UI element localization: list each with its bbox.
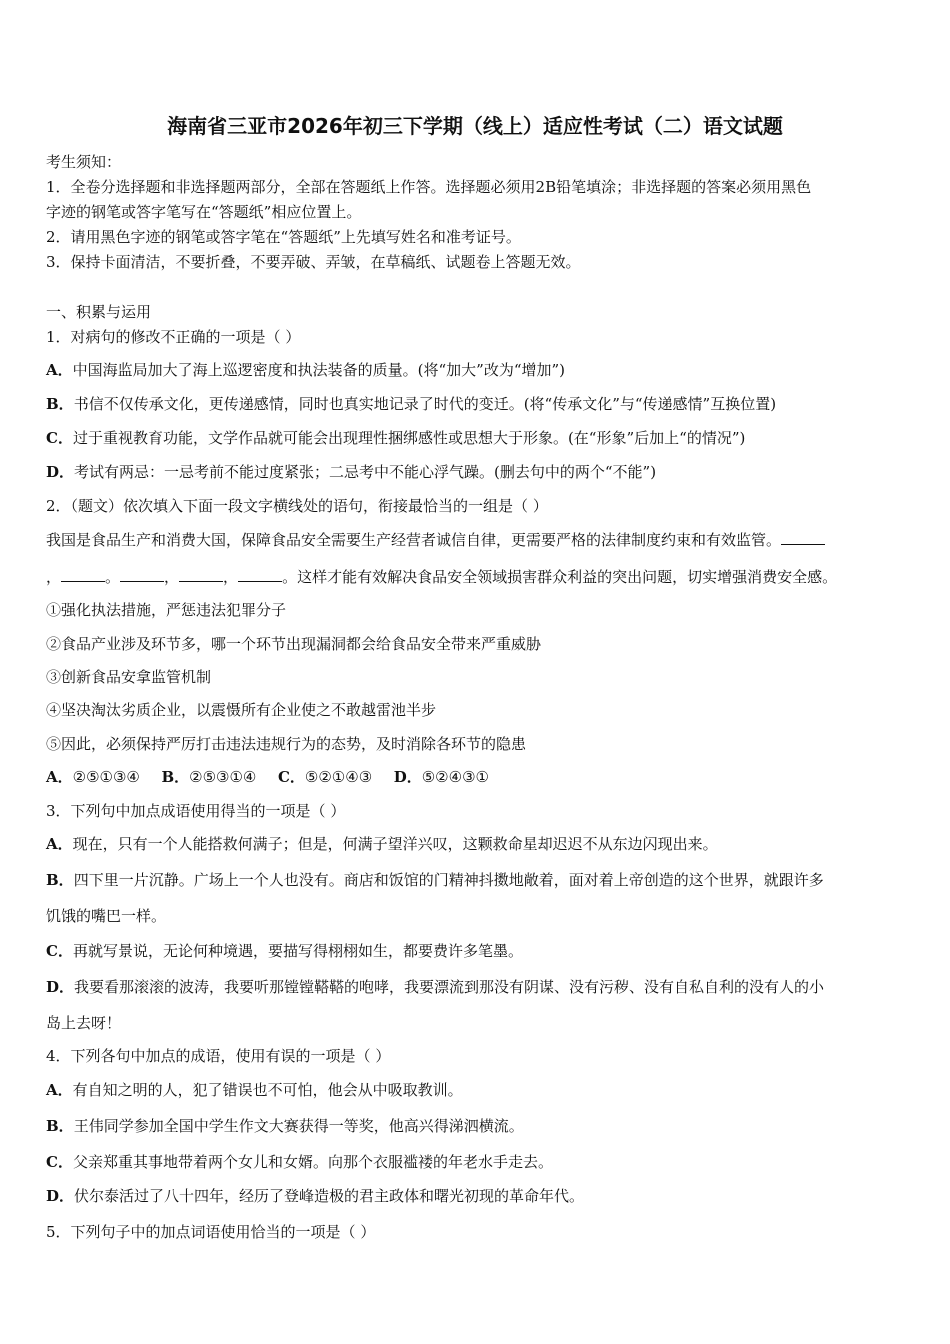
option-label: C． (277, 768, 305, 786)
answer-blank (120, 567, 164, 582)
q2-paragraph-text: 我国是食品生产和消费大国，保障食品安全需要生产经营者诚信自律，更需要严格的法律制度约束和有效监管。 (46, 531, 782, 549)
q4-option-d (46, 1186, 584, 1206)
option-text: 过于重视教育功能，文学作品就可能会出现理性捆绑感性或思想大于形象。(在“形象”后加上“的情况”) (72, 429, 746, 447)
q1-option-c (46, 428, 745, 448)
q2-paragraph-end: 这样才能有效解决食品安全领域损害群众利益的突出问题，切实增强消费安全感。 (297, 568, 838, 586)
answer-blank (179, 567, 223, 582)
q3-stem: 3．下列句中加点成语使用得当的一项是（ ） (46, 802, 346, 820)
option-text: 书信不仅传承文化，更传递感情，同时也真实地记录了时代的变迁。(将“传承文化”与“传递感情”互换位置) (73, 395, 777, 413)
option-text: 再就写景说，无论何种境遇，要描写得栩栩如生，都要费许多笔墨。 (72, 942, 523, 960)
q3-option-b-cont: 饥饿的嘴巴一样。 (46, 907, 167, 925)
q2-item-3: ③创新食品安拿监管机制 (46, 668, 212, 686)
option-label: D． (393, 768, 422, 786)
notice-item-2: 2．请用黑色字迹的钢笔或答字笔在“答题纸”上先填写姓名和准考证号。 (46, 228, 521, 246)
notice-heading: 考生须知： (46, 153, 122, 171)
option-label: B． (46, 871, 74, 889)
option-label: D． (46, 978, 75, 996)
q1-option-a (46, 360, 565, 380)
q3-option-d-cont: 岛上去呀！ (46, 1014, 122, 1032)
option-label: A． (46, 768, 73, 786)
comma: ， (46, 568, 62, 586)
q1-option-d (46, 462, 656, 482)
exam-title: 海南省三亚市2026年初三下学期（线上）适应性考试（二）语文试题 (167, 114, 783, 138)
answer-blank (61, 567, 105, 582)
period: 。 (282, 568, 298, 586)
q2-item-1: ①强化执法措施，严惩违法犯罪分子 (46, 601, 287, 619)
option-text: 四下里一片沉静。广场上一个人也没有。商店和饭馆的门精神抖擞地敞着，面对着上帝创造的这个世界，就跟许多 (73, 871, 824, 889)
option-label: B． (46, 395, 74, 413)
option-text: ②⑤③①④ (189, 768, 257, 786)
q2-paragraph-line2 (46, 567, 837, 587)
q2-paragraph-line1 (46, 530, 825, 550)
option-text: 伏尔泰活过了八十四年，经历了登峰造极的君主政体和曙光初现的革命年代。 (74, 1187, 585, 1205)
option-text: 考试有两忌：一忌考前不能过度紧张；二忌考中不能心浮气躁。(删去句中的两个“不能”) (74, 463, 657, 481)
section-heading: 一、积累与运用 (46, 303, 152, 321)
option-label: D． (46, 1187, 75, 1205)
option-label: A． (46, 835, 73, 853)
option-text: ⑤②④③① (421, 768, 489, 786)
q2-item-5: ⑤因此，必须保持严厉打击违法违规行为的态势，及时消除各环节的隐患 (46, 735, 527, 753)
q2-options (46, 767, 489, 787)
q1-option-b (46, 394, 776, 414)
notice-item-1: 1．全卷分选择题和非选择题两部分，全部在答题纸上作答。选择题必须用2B铅笔填涂；非选择题的答案必须用黑色 (46, 178, 812, 196)
option-text: 现在，只有一个人能搭救何满子；但是，何满子望洋兴叹，这颗救命星却迟迟不从东边闪现出来。 (72, 835, 718, 853)
q3-option-a (46, 834, 718, 854)
comma: ， (164, 568, 180, 586)
option-text: 王伟同学参加全国中学生作文大赛获得一等奖，他高兴得涕泗横流。 (73, 1117, 524, 1135)
option-label: A． (46, 361, 73, 379)
q2-item-4: ④坚决淘汰劣质企业，以震慑所有企业使之不敢越雷池半步 (46, 701, 437, 719)
q2-stem: 2．（题文）依次填入下面一段文字横线处的语句，衔接最恰当的一组是（ ） (46, 497, 548, 515)
option-label: C． (46, 1153, 73, 1171)
option-label: A． (46, 1081, 73, 1099)
answer-blank (238, 567, 282, 582)
option-text: 我要看那滚滚的波涛，我要听那镗镗鞳鞳的咆哮，我要漂流到那没有阴谋、没有污秽、没有自私自利的没有人的小 (74, 978, 825, 996)
q4-stem: 4．下列各句中加点的成语，使用有误的一项是（ ） (46, 1047, 391, 1065)
q4-option-c (46, 1152, 553, 1172)
q4-option-b (46, 1116, 524, 1136)
notice-item-1-cont: 字迹的钢笔或答字笔写在“答题纸”相应位置上。 (46, 203, 362, 221)
option-text: ⑤②①④③ (304, 768, 373, 786)
option-text: 中国海监局加大了海上巡逻密度和执法装备的质量。(将“加大”改为“增加”) (72, 361, 566, 379)
q5-stem: 5．下列句子中的加点词语使用恰当的一项是（ ） (46, 1223, 376, 1241)
q4-option-a (46, 1080, 463, 1100)
option-label: B． (161, 768, 190, 786)
option-label: D． (46, 463, 75, 481)
q3-option-d (46, 977, 824, 997)
option-text: 父亲郑重其事地带着两个女儿和女婿。向那个衣服褴褛的年老水手走去。 (72, 1153, 553, 1171)
comma: ， (223, 568, 239, 586)
option-label: C． (46, 942, 73, 960)
q3-option-b (46, 870, 824, 890)
notice-item-3: 3．保持卡面清洁，不要折叠，不要弄破、弄皱，在草稿纸、试题卷上答题无效。 (46, 253, 581, 271)
q1-stem: 1．对病句的修改不正确的一项是（ ） (46, 328, 301, 346)
option-label: B． (46, 1117, 74, 1135)
period: 。 (105, 568, 121, 586)
q3-option-c (46, 941, 523, 961)
option-text: 有自知之明的人，犯了错误也不可怕，他会从中吸取教训。 (72, 1081, 463, 1099)
option-text: ②⑤①③④ (72, 768, 140, 786)
option-label: C． (46, 429, 73, 447)
q2-item-2: ②食品产业涉及环节多，哪一个环节出现漏洞都会给食品安全带来严重威胁 (46, 635, 542, 653)
answer-blank (781, 530, 825, 545)
